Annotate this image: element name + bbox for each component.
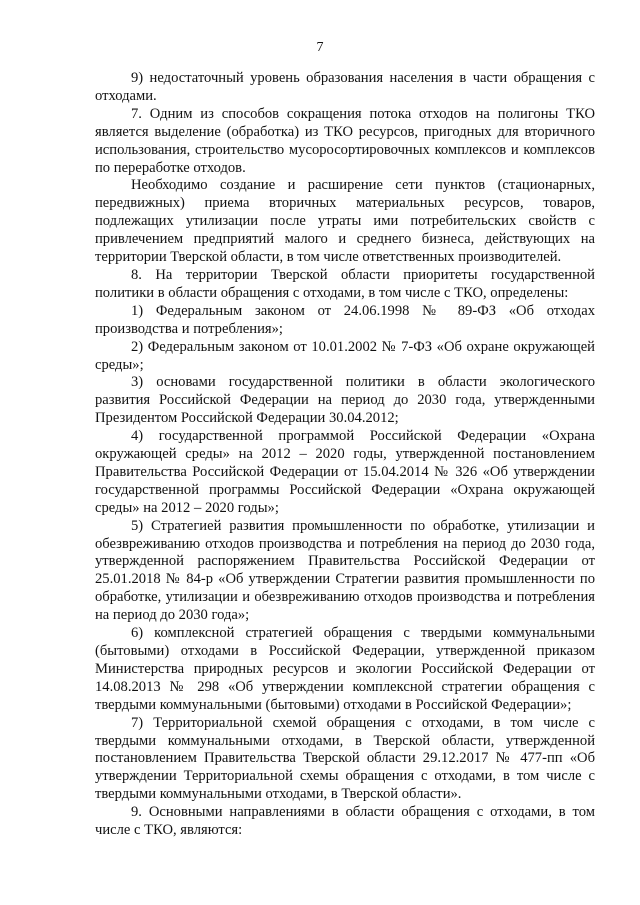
paragraph: 7. Одним из способов сокращения потока отходов на полигоны ТКО является выделение (обработка) из ТКО ресурсов, пригодных для вторичного использования, строительство мусоросортировочных комплексов и комплексов по переработке отходов. bbox=[95, 105, 595, 176]
paragraph: 8. На территории Тверской области приоритеты государственной политики в области обращения с отходами, в том числе с ТКО, определены: bbox=[95, 266, 595, 301]
paragraph: 7) Территориальной схемой обращения с отходами, в том числе с твердыми коммунальными отходами, в Тверской области, утвержденной постановлением Правительства Тверской области 29.12.2017 № 477-пп «Об утверждении Территориальной схемы обращения с отходами, в том числе с твердыми коммунальными отходами, в Тверской области». bbox=[95, 714, 595, 803]
paragraph: Необходимо создание и расширение сети пунктов (стационарных, передвижных) приема вторичных материальных ресурсов, товаров, подлежащих утилизации после утраты ими потребительских свойств с привлечением предприятий малого и среднего бизнеса, действующих на территории Тверской области, в том числе ответственных производителей. bbox=[95, 177, 595, 266]
paragraph: 6) комплексной стратегией обращения с твердыми коммунальными (бытовыми) отходами в Российской Федерации, утвержденной приказом Министерства природных ресурсов и экологии Российской Федерации от 14.08.2013 № 298 «Об утверждении комплексной стратегии обращения с твердыми коммунальными (бытовыми) отходами в Российской Федерации»; bbox=[95, 625, 595, 713]
paragraph: 5) Стратегией развития промышленности по обработке, утилизации и обезвреживанию отходов производства и потребления на период до 2030 года, утвержденной распоряжением Правительства Российской Федерации от 25.01.2018 № 84-р «Об утверждении Стратегии развития промышленности по обработке, утилизации и обезвреживанию отходов производства и потребления на период до 2030 года»; bbox=[95, 517, 595, 624]
paragraph: 4) государственной программой Российской Федерации «Охрана окружающей среды» на 2012 – 2020 годы, утвержденной постановлением Правительства Российской Федерации от 15.04.2014 № 326 «Об утверждении государственной программы Российской Федерации «Охрана окружающей среды» на 2012 – 2020 годы»; bbox=[95, 428, 595, 516]
paragraph: 1) Федеральным законом от 24.06.1998 № 89-ФЗ «Об отходах производства и потребления»; bbox=[95, 302, 595, 337]
paragraph: 2) Федеральным законом от 10.01.2002 № 7-ФЗ «Об охране окружающей среды»; bbox=[95, 338, 595, 373]
paragraph: 3) основами государственной политики в области экологического развития Российской Федерации на период до 2030 года, утвержденными Президентом Российской Федерации 30.04.2012; bbox=[95, 374, 595, 427]
paragraph: 9. Основными направлениями в области обращения с отходами, в том числе с ТКО, являются: bbox=[95, 804, 595, 839]
paragraph: 9) недостаточный уровень образования населения в части обращения с отходами. bbox=[95, 70, 595, 104]
document-body bbox=[95, 70, 595, 840]
page-number: 7 bbox=[316, 40, 324, 55]
